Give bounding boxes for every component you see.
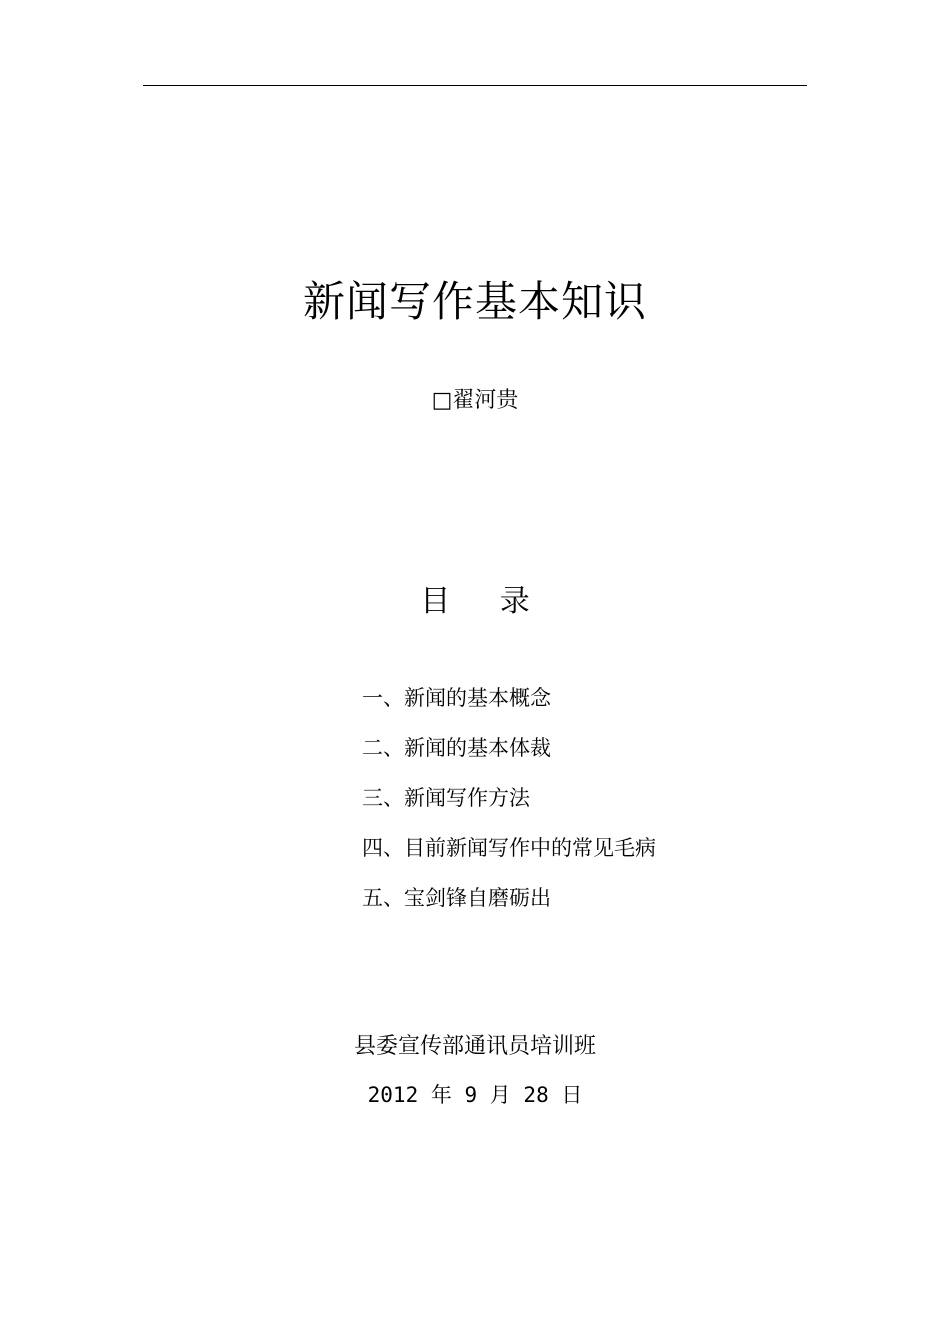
organization-name: 县委宣传部通讯员培训班 (353, 1034, 596, 1059)
author-line: □翟河贵 (431, 388, 519, 413)
document-title: 新闻写作基本知识 (302, 277, 647, 326)
toc-item-3: 三、新闻写作方法 (362, 786, 530, 810)
toc-item-2: 二、新闻的基本体裁 (362, 736, 551, 760)
table-of-contents (362, 683, 656, 933)
toc-item-4: 四、目前新闻写作中的常见毛病 (362, 836, 656, 860)
toc-item-1: 一、新闻的基本概念 (362, 686, 551, 710)
header-rule (143, 85, 807, 86)
toc-item-5: 五、宝剑锋自磨砺出 (362, 886, 551, 910)
document-date: 2012 年 9 月 28 日 (367, 1083, 583, 1107)
toc-heading: 目 录 (420, 584, 530, 619)
